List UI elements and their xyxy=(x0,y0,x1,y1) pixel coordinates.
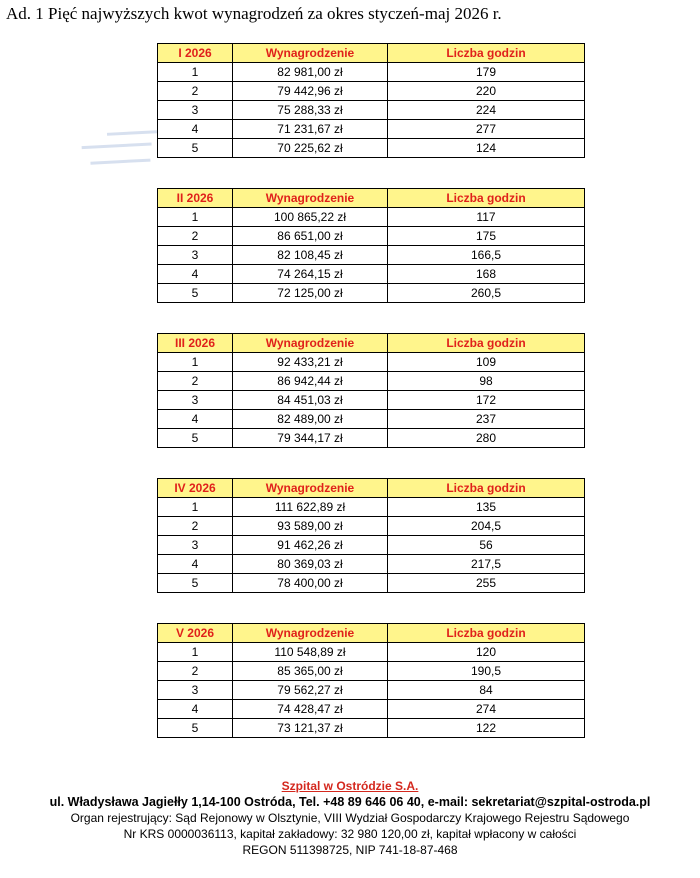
rank-cell: 2 xyxy=(158,517,233,536)
faded-stamp-image xyxy=(77,128,169,179)
krs-info: Nr KRS 0000036113, kapitał zakładowy: 32 980 120,00 zł, kapitał wpłacony w całości xyxy=(123,827,577,841)
table-row xyxy=(158,517,585,536)
hours-cell: 56 xyxy=(388,536,585,555)
rank-cell: 5 xyxy=(158,719,233,738)
table-row xyxy=(158,120,585,139)
table-row xyxy=(158,101,585,120)
hours-cell: 255 xyxy=(388,574,585,593)
table-row xyxy=(158,391,585,410)
table-row xyxy=(158,498,585,517)
hours-cell: 175 xyxy=(388,227,585,246)
month-label: I 2026 xyxy=(158,44,233,63)
salary-column-header: Wynagrodzenie xyxy=(233,189,388,208)
table-row xyxy=(158,208,585,227)
company-name: Szpital w Ostródzie S.A. xyxy=(281,779,419,793)
regon-info: REGON 511398725, NIP 741-18-87-468 xyxy=(242,843,458,857)
rank-cell: 1 xyxy=(158,353,233,372)
hours-cell: 120 xyxy=(388,643,585,662)
salary-column-header: Wynagrodzenie xyxy=(233,624,388,643)
month-table xyxy=(157,188,585,303)
table-row xyxy=(158,372,585,391)
salary-cell: 79 344,17 zł xyxy=(233,429,388,448)
salary-cell: 74 428,47 zł xyxy=(233,700,388,719)
salary-cell: 93 589,00 zł xyxy=(233,517,388,536)
registry-info: Organ rejestrujący: Sąd Rejonowy w Olsztynie, VIII Wydział Gospodarczy Krajowego Rejestru Sądowego xyxy=(70,811,630,825)
table-row xyxy=(158,82,585,101)
hours-cell: 220 xyxy=(388,82,585,101)
table-row xyxy=(158,265,585,284)
table-header-row xyxy=(158,479,585,498)
hours-cell: 117 xyxy=(388,208,585,227)
document-footer xyxy=(0,778,700,858)
salary-column-header: Wynagrodzenie xyxy=(233,334,388,353)
hours-column-header: Liczba godzin xyxy=(388,44,585,63)
hours-cell: 237 xyxy=(388,410,585,429)
month-label: V 2026 xyxy=(158,624,233,643)
rank-cell: 5 xyxy=(158,429,233,448)
rank-cell: 4 xyxy=(158,410,233,429)
rank-cell: 2 xyxy=(158,227,233,246)
month-label: III 2026 xyxy=(158,334,233,353)
hours-cell: 172 xyxy=(388,391,585,410)
rank-cell: 2 xyxy=(158,372,233,391)
table-row xyxy=(158,410,585,429)
table-row xyxy=(158,555,585,574)
rank-cell: 4 xyxy=(158,555,233,574)
hours-cell: 168 xyxy=(388,265,585,284)
hours-column-header: Liczba godzin xyxy=(388,624,585,643)
hours-cell: 224 xyxy=(388,101,585,120)
rank-cell: 1 xyxy=(158,643,233,662)
table-row xyxy=(158,139,585,158)
salary-cell: 100 865,22 zł xyxy=(233,208,388,227)
salary-cell: 84 451,03 zł xyxy=(233,391,388,410)
rank-cell: 4 xyxy=(158,120,233,139)
hours-cell: 122 xyxy=(388,719,585,738)
hours-column-header: Liczba godzin xyxy=(388,479,585,498)
salary-cell: 91 462,26 zł xyxy=(233,536,388,555)
rank-cell: 5 xyxy=(158,139,233,158)
hours-cell: 179 xyxy=(388,63,585,82)
hours-cell: 135 xyxy=(388,498,585,517)
salary-cell: 79 562,27 zł xyxy=(233,681,388,700)
salary-cell: 70 225,62 zł xyxy=(233,139,388,158)
rank-cell: 2 xyxy=(158,82,233,101)
table-row xyxy=(158,227,585,246)
salary-column-header: Wynagrodzenie xyxy=(233,479,388,498)
salary-cell: 92 433,21 zł xyxy=(233,353,388,372)
table-header-row xyxy=(158,624,585,643)
salary-cell: 73 121,37 zł xyxy=(233,719,388,738)
table-header-row xyxy=(158,334,585,353)
salary-cell: 78 400,00 zł xyxy=(233,574,388,593)
rank-cell: 4 xyxy=(158,265,233,284)
table-row xyxy=(158,246,585,265)
salary-tables xyxy=(157,43,584,768)
salary-cell: 86 942,44 zł xyxy=(233,372,388,391)
month-table xyxy=(157,333,585,448)
hours-cell: 260,5 xyxy=(388,284,585,303)
table-row xyxy=(158,662,585,681)
table-row xyxy=(158,63,585,82)
page-heading: Ad. 1 Pięć najwyższych kwot wynagrodzeń za okres styczeń-maj 2026 r. xyxy=(6,4,502,23)
table-row xyxy=(158,643,585,662)
rank-cell: 4 xyxy=(158,700,233,719)
hours-cell: 217,5 xyxy=(388,555,585,574)
salary-cell: 75 288,33 zł xyxy=(233,101,388,120)
salary-cell: 79 442,96 zł xyxy=(233,82,388,101)
salary-cell: 80 369,03 zł xyxy=(233,555,388,574)
month-table xyxy=(157,623,585,738)
rank-cell: 1 xyxy=(158,63,233,82)
table-row xyxy=(158,574,585,593)
table-row xyxy=(158,284,585,303)
rank-cell: 3 xyxy=(158,536,233,555)
hours-cell: 277 xyxy=(388,120,585,139)
hours-cell: 204,5 xyxy=(388,517,585,536)
rank-cell: 5 xyxy=(158,574,233,593)
salary-cell: 82 981,00 zł xyxy=(233,63,388,82)
rank-cell: 3 xyxy=(158,681,233,700)
table-row xyxy=(158,719,585,738)
hours-cell: 166,5 xyxy=(388,246,585,265)
hours-column-header: Liczba godzin xyxy=(388,334,585,353)
hours-cell: 280 xyxy=(388,429,585,448)
salary-cell: 71 231,67 zł xyxy=(233,120,388,139)
company-address: ul. Władysława Jagiełły 1,14-100 Ostróda, Tel. +48 89 646 06 40, e-mail: sekretariat@szpital-ostroda.pl xyxy=(49,795,651,809)
table-row xyxy=(158,700,585,719)
table-row xyxy=(158,536,585,555)
salary-cell: 74 264,15 zł xyxy=(233,265,388,284)
salary-cell: 86 651,00 zł xyxy=(233,227,388,246)
salary-cell: 82 108,45 zł xyxy=(233,246,388,265)
salary-cell: 72 125,00 zł xyxy=(233,284,388,303)
month-label: IV 2026 xyxy=(158,479,233,498)
table-header-row xyxy=(158,44,585,63)
hours-cell: 84 xyxy=(388,681,585,700)
salary-cell: 85 365,00 zł xyxy=(233,662,388,681)
month-table xyxy=(157,43,585,158)
salary-cell: 111 622,89 zł xyxy=(233,498,388,517)
rank-cell: 3 xyxy=(158,246,233,265)
hours-column-header: Liczba godzin xyxy=(388,189,585,208)
month-table xyxy=(157,478,585,593)
rank-cell: 3 xyxy=(158,101,233,120)
salary-column-header: Wynagrodzenie xyxy=(233,44,388,63)
table-header-row xyxy=(158,189,585,208)
hours-cell: 124 xyxy=(388,139,585,158)
table-row xyxy=(158,429,585,448)
salary-cell: 82 489,00 zł xyxy=(233,410,388,429)
rank-cell: 3 xyxy=(158,391,233,410)
rank-cell: 1 xyxy=(158,208,233,227)
hours-cell: 109 xyxy=(388,353,585,372)
table-row xyxy=(158,353,585,372)
hours-cell: 98 xyxy=(388,372,585,391)
rank-cell: 5 xyxy=(158,284,233,303)
hours-cell: 190,5 xyxy=(388,662,585,681)
rank-cell: 1 xyxy=(158,498,233,517)
table-row xyxy=(158,681,585,700)
rank-cell: 2 xyxy=(158,662,233,681)
salary-cell: 110 548,89 zł xyxy=(233,643,388,662)
hours-cell: 274 xyxy=(388,700,585,719)
month-label: II 2026 xyxy=(158,189,233,208)
